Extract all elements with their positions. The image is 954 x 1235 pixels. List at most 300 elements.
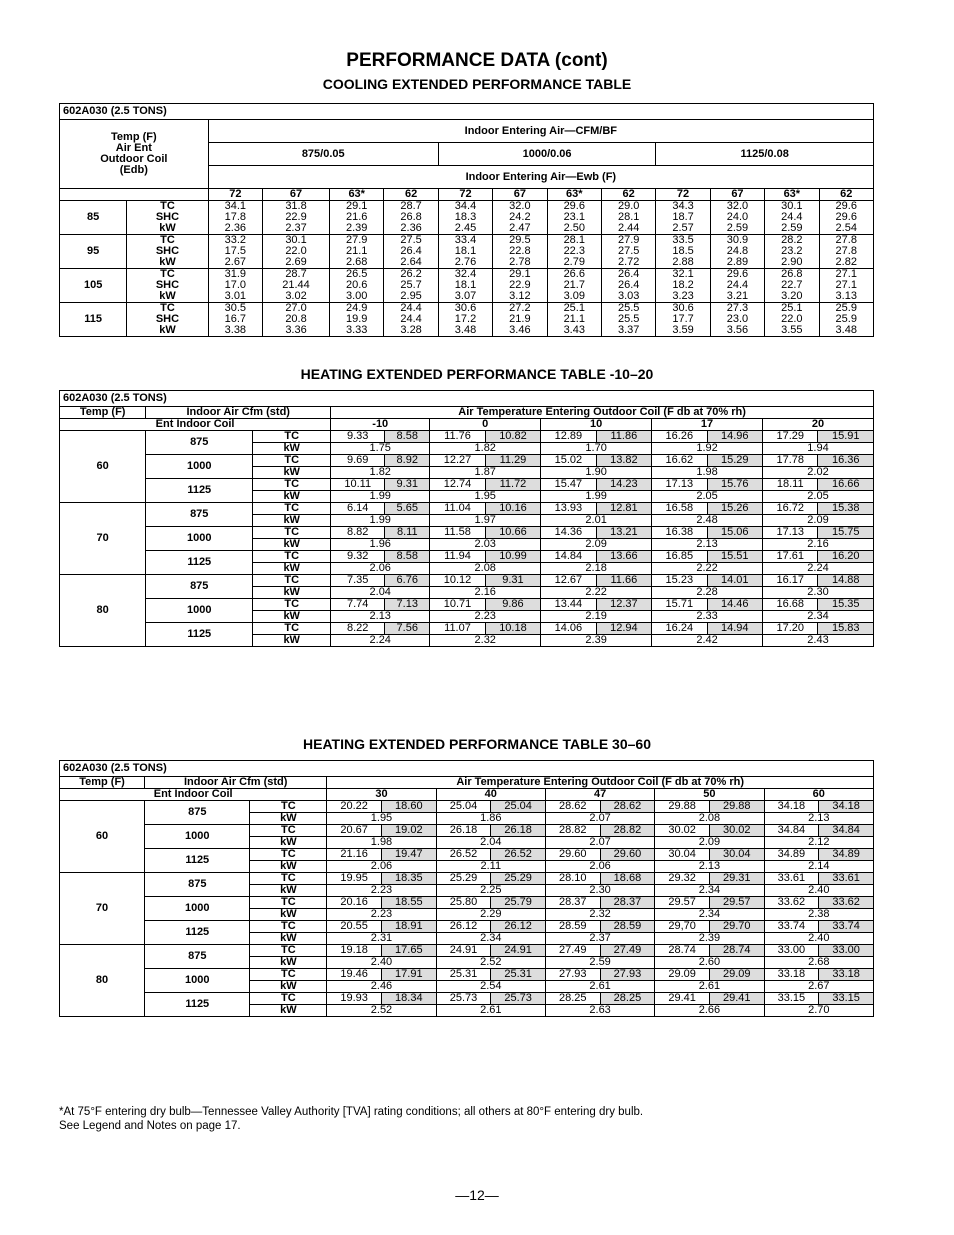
kw-cell: 1.82 [430,443,541,455]
tc-cell: 30.04 [709,849,764,861]
kw-cell: 1.95 [430,491,541,503]
tc-cell: 26.18 [436,825,491,837]
kw-cell: 2.38 [764,909,873,921]
row-cfm: 875 [145,801,250,825]
tc-cell: 11.04 [430,503,485,515]
tc-cell: 33.62 [819,897,874,909]
tc-cell: 25.29 [436,873,491,885]
table-cell: 26.2 25.7 2.95 [384,269,438,303]
cfm-header: Indoor Air Cfm (std) [145,777,327,789]
tc-cell: 16.38 [652,527,707,539]
kw-cell: 2.09 [763,515,874,527]
tc-cell: 13.93 [541,503,596,515]
tc-cell: 29.70 [709,921,764,933]
tc-label: TC [250,801,327,813]
tc-cell: 12.37 [596,599,651,611]
kw-cell: 2.68 [764,957,873,969]
tc-cell: 26.18 [491,825,546,837]
tc-cell: 18.11 [763,479,818,491]
tc-label: TC [253,479,331,491]
kw-cell: 2.14 [764,861,873,873]
tc-cell: 34.18 [764,801,819,813]
tc-cell: 16.68 [763,599,818,611]
table-row [60,993,874,1005]
kw-label: kW [250,1005,327,1017]
tc-cell: 7.74 [331,599,385,611]
tc-cell: 30.02 [709,825,764,837]
tc-cell: 33.15 [819,993,874,1005]
tc-cell: 12.89 [541,431,596,443]
tc-cell: 12.27 [430,455,485,467]
row-cfm: 1125 [146,623,253,647]
table-cell: 27.9 21.1 2.68 [330,235,384,269]
table-cell: 31.8 22.9 2.37 [263,201,330,235]
table-cell: 31.9 17.0 3.01 [208,269,262,303]
kw-cell: 2.18 [541,563,652,575]
tc-cell: 20.22 [327,801,382,813]
tc-cell: 28.62 [545,801,600,813]
row-cfm: 1000 [146,599,253,623]
row-temp: 85 [60,201,127,235]
temp-header: Temp (F) Air Ent Outdoor Coil (Edb) [60,120,209,189]
kw-label: kW [250,933,327,945]
tc-cell: 15.71 [652,599,707,611]
tc-cell: 15.23 [652,575,707,587]
kw-cell: 2.52 [436,957,545,969]
tc-cell: 19.02 [381,825,436,837]
kw-label: kW [250,813,327,825]
tc-cell: 18.55 [381,897,436,909]
tc-cell: 29.60 [600,849,655,861]
tc-cell: 33.61 [764,873,819,885]
tc-cell: 10.11 [331,479,385,491]
table-row [60,235,874,269]
kw-label: kW [253,491,331,503]
tc-cell: 15.35 [818,599,874,611]
table-cell: 32.0 24.0 2.59 [710,201,764,235]
tc-cell: 15.02 [541,455,596,467]
kw-cell: 1.99 [331,515,430,527]
footnote-tva: *At 75°F entering dry bulb—Tennessee Valley Authority [TVA] rating conditions; all others at 80°F entering dry bulb. [59,1106,644,1118]
table-row [60,575,874,587]
tc-cell: 34.89 [764,849,819,861]
col-temp-header: 40 [436,789,545,801]
table-cell: 33.2 17.5 2.67 [208,235,262,269]
kw-cell: 2.23 [327,909,436,921]
tc-label: TC [250,969,327,981]
table-cell: 28.2 23.2 2.90 [765,235,819,269]
kw-cell: 1.99 [331,491,430,503]
tc-cell: 17.91 [381,969,436,981]
tc-cell: 6.14 [331,503,385,515]
table-cell: 27.1 27.1 3.13 [819,269,873,303]
kw-cell: 2.32 [545,909,654,921]
tc-cell: 33.15 [764,993,819,1005]
tc-cell: 28.82 [600,825,655,837]
row-temp: 60 [60,801,145,873]
kw-cell: 2.06 [545,861,654,873]
tc-cell: 14.06 [541,623,596,635]
kw-cell: 2.34 [763,611,874,623]
kw-cell: 2.40 [764,885,873,897]
kw-cell: 2.70 [764,1005,873,1017]
tc-cell: 28.37 [600,897,655,909]
tc-cell: 15.26 [707,503,762,515]
kw-cell: 2.08 [655,813,764,825]
row-temp: 70 [60,503,146,575]
tc-cell: 28.59 [600,921,655,933]
tc-cell: 28.10 [545,873,600,885]
tc-cell: 24.91 [436,945,491,957]
kw-cell: 2.01 [541,515,652,527]
kw-cell: 2.06 [331,563,430,575]
tc-label: TC [250,993,327,1005]
kw-label: kW [253,467,331,479]
kw-cell: 1.98 [327,837,436,849]
tc-cell: 25.79 [491,897,546,909]
table-cell: 33.5 18.5 2.88 [656,235,710,269]
tc-label: TC [253,527,331,539]
tc-cell: 9.69 [331,455,385,467]
table-cell: 24.4 24.4 3.28 [384,303,438,337]
row-cfm: 1000 [145,969,250,993]
kw-cell: 2.33 [652,611,763,623]
table-row [60,921,874,933]
kw-cell: 2.12 [764,837,873,849]
page-title: PERFORMANCE DATA (cont) [346,50,608,71]
tc-cell: 28.25 [545,993,600,1005]
table-cell: 26.5 20.6 3.00 [330,269,384,303]
col-temp-header: 0 [430,419,541,431]
ewb-col-header: 62 [819,189,873,201]
table-row [60,303,874,337]
ewb-col-header: 72 [438,189,492,201]
tc-cell: 16.26 [652,431,707,443]
kw-cell: 2.28 [652,587,763,599]
ewb-col-header: 72 [208,189,262,201]
row-cfm: 1125 [145,921,250,945]
kw-cell: 2.13 [764,813,873,825]
tc-cell: 18.35 [381,873,436,885]
table-cell: 26.4 26.4 3.03 [601,269,655,303]
table-cell: 28.1 22.3 2.79 [547,235,601,269]
kw-label: kW [253,443,331,455]
table-row [60,873,874,885]
kw-cell: 2.66 [655,1005,764,1017]
table-cell: 30.5 16.7 3.38 [208,303,262,337]
tc-cell: 14.01 [707,575,762,587]
kw-label: kW [253,515,331,527]
temp-header: Temp (F) [60,777,145,789]
tc-cell: 8.82 [331,527,385,539]
table-cell: 30.1 22.0 2.69 [263,235,330,269]
tc-label: TC [250,921,327,933]
row-temp: 95 [60,235,127,269]
ewb-col-header: 67 [710,189,764,201]
tc-cell: 33.62 [764,897,819,909]
tc-cell: 12.94 [596,623,651,635]
tc-cell: 8.11 [385,527,430,539]
tc-label: TC [250,825,327,837]
row-metric-labels: TC SHC kW [127,303,208,337]
row-metric-labels: TC SHC kW [127,201,208,235]
tc-cell: 29.09 [655,969,710,981]
ewb-col-header: 62 [601,189,655,201]
tc-cell: 21.16 [327,849,382,861]
tc-cell: 33.18 [819,969,874,981]
kw-cell: 2.04 [436,837,545,849]
row-temp: 60 [60,431,146,503]
row-temp: 105 [60,269,127,303]
tc-cell: 25.73 [436,993,491,1005]
tc-cell: 28.59 [545,921,600,933]
tc-cell: 18.60 [381,801,436,813]
tc-cell: 19.46 [327,969,382,981]
tc-cell: 17.13 [763,527,818,539]
tc-cell: 25.29 [491,873,546,885]
kw-cell: 2.23 [327,885,436,897]
tc-cell: 29.09 [709,969,764,981]
tc-cell: 16.24 [652,623,707,635]
tc-label: TC [253,431,331,443]
tc-cell: 18.68 [600,873,655,885]
table-cell: 26.8 22.7 3.20 [765,269,819,303]
table-cell: 29.6 29.6 2.54 [819,201,873,235]
kw-cell: 2.19 [541,611,652,623]
tc-cell: 29.41 [655,993,710,1005]
col-temp-header: 47 [545,789,654,801]
kw-label: kW [253,563,331,575]
kw-cell: 2.37 [545,933,654,945]
kw-label: kW [250,909,327,921]
kw-cell: 2.24 [331,635,430,647]
tc-cell: 15.51 [707,551,762,563]
kw-cell: 2.29 [436,909,545,921]
table-row [60,479,874,491]
kw-cell: 1.97 [430,515,541,527]
ewb-col-header: 67 [493,189,547,201]
tc-cell: 26.52 [491,849,546,861]
heating-table-2-title: HEATING EXTENDED PERFORMANCE TABLE 30–60 [303,736,651,752]
tc-cell: 30.02 [655,825,710,837]
kw-label: kW [250,957,327,969]
tc-cell: 29.88 [655,801,710,813]
table-cell: 29.1 21.6 2.39 [330,201,384,235]
table-cell: 32.1 18.2 3.23 [656,269,710,303]
tc-cell: 17.29 [763,431,818,443]
kw-cell: 2.05 [652,491,763,503]
kw-cell: 2.06 [327,861,436,873]
tc-cell: 27.93 [545,969,600,981]
kw-cell: 2.39 [541,635,652,647]
tc-cell: 16.66 [818,479,874,491]
kw-cell: 2.03 [430,539,541,551]
col-temp-header: -10 [331,419,430,431]
row-cfm: 1125 [146,551,253,575]
kw-cell: 2.22 [652,563,763,575]
tc-cell: 28.37 [545,897,600,909]
row-cfm: 875 [145,945,250,969]
tc-cell: 14.46 [707,599,762,611]
tc-cell: 16.36 [818,455,874,467]
table-cell: 29.6 23.1 2.50 [547,201,601,235]
tc-cell: 15.76 [707,479,762,491]
ent-coil-header: Ent Indoor Coil [60,789,327,801]
table-row [60,825,874,837]
kw-cell: 1.86 [436,813,545,825]
kw-cell: 1.94 [763,443,874,455]
tc-cell: 28.74 [655,945,710,957]
tc-cell: 20.16 [327,897,382,909]
table-cell: 27.5 26.4 2.64 [384,235,438,269]
tc-cell: 13.21 [596,527,651,539]
cfm-header: Indoor Air Cfm (std) [146,407,331,419]
tc-cell: 18.34 [381,993,436,1005]
row-cfm: 875 [145,873,250,897]
table-row [60,431,874,443]
kw-cell: 2.08 [430,563,541,575]
kw-cell: 1.98 [652,467,763,479]
table-row [60,801,874,813]
ent-coil-header: Ent Indoor Coil [60,419,331,431]
tc-label: TC [250,873,327,885]
ewb-col-header: 67 [263,189,330,201]
table-row [60,897,874,909]
table-cell: 29.6 24.4 3.21 [710,269,764,303]
tc-cell: 29.57 [709,897,764,909]
table-cell: 27.8 27.8 2.82 [819,235,873,269]
kw-cell: 2.09 [541,539,652,551]
kw-cell: 2.34 [655,885,764,897]
ewb-col-header: 63* [547,189,601,201]
col-temp-header: 20 [763,419,874,431]
kw-cell: 2.42 [652,635,763,647]
tc-cell: 14.88 [818,575,874,587]
temp-header: Temp (F) [60,407,146,419]
table-cell: 25.1 21.1 3.43 [547,303,601,337]
table-row [60,849,874,861]
kw-cell: 2.22 [541,587,652,599]
kw-cell: 2.11 [436,861,545,873]
kw-label: kW [253,611,331,623]
tc-label: TC [253,599,331,611]
tc-cell: 14.84 [541,551,596,563]
table-cell: 26.6 21.7 3.09 [547,269,601,303]
tc-cell: 34.84 [764,825,819,837]
tc-cell: 12.67 [541,575,596,587]
ewb-col-header: 72 [656,189,710,201]
table-row [60,623,874,635]
table-row [60,945,874,957]
tc-cell: 17.13 [652,479,707,491]
tc-label: TC [253,623,331,635]
table-row [60,969,874,981]
cooling-table-title: COOLING EXTENDED PERFORMANCE TABLE [322,76,632,92]
kw-cell: 2.02 [763,467,874,479]
row-cfm: 1125 [145,993,250,1017]
tc-cell: 11.94 [430,551,485,563]
kw-cell: 1.99 [541,491,652,503]
tc-cell: 13.82 [596,455,651,467]
tc-cell: 5.65 [385,503,430,515]
kw-cell: 2.52 [327,1005,436,1017]
tc-cell: 11.72 [485,479,540,491]
tc-cell: 34.18 [819,801,874,813]
table-row [60,503,874,515]
tc-cell: 11.07 [430,623,485,635]
tc-cell: 33.61 [819,873,874,885]
kw-cell: 2.05 [763,491,874,503]
cfm-group-header: 1000/0.06 [438,143,656,166]
tc-cell: 15.83 [818,623,874,635]
tc-cell: 25.04 [436,801,491,813]
air-temp-header: Air Temperature Entering Outdoor Coil (F db at 70% rh) [331,407,874,419]
tc-cell: 33.18 [764,969,819,981]
row-temp: 80 [60,575,146,647]
tc-label: TC [250,897,327,909]
tc-cell: 6.76 [385,575,430,587]
row-temp: 80 [60,945,145,1017]
table-model-caption: 602A030 (2.5 TONS) [60,104,874,120]
tc-cell: 19.93 [327,993,382,1005]
row-cfm: 1000 [146,527,253,551]
kw-cell: 2.24 [763,563,874,575]
table-cell: 27.0 20.8 3.36 [263,303,330,337]
table-cell: 25.5 25.5 3.37 [601,303,655,337]
table-cell: 33.4 18.1 2.76 [438,235,492,269]
tc-cell: 30.04 [655,849,710,861]
footnote [59,1105,643,1133]
table-cell: 30.6 17.2 3.48 [438,303,492,337]
row-temp: 70 [60,873,145,945]
kw-cell: 2.13 [652,539,763,551]
tc-cell: 10.16 [485,503,540,515]
kw-cell: 1.96 [331,539,430,551]
tc-cell: 25.31 [491,969,546,981]
table-cell: 32.0 24.2 2.47 [493,201,547,235]
kw-cell: 2.39 [655,933,764,945]
tc-cell: 29.60 [545,849,600,861]
kw-cell: 1.95 [327,813,436,825]
kw-cell: 2.61 [655,981,764,993]
col-temp-header: 50 [655,789,764,801]
col-temp-header: 60 [764,789,873,801]
tc-cell: 26.12 [436,921,491,933]
tc-cell: 26.52 [436,849,491,861]
tc-cell: 17.78 [763,455,818,467]
table-row [60,527,874,539]
tc-cell: 10.71 [430,599,485,611]
table-cell: 29.5 22.8 2.78 [493,235,547,269]
tc-cell: 14.23 [596,479,651,491]
kw-cell: 2.23 [430,611,541,623]
tc-cell: 27.49 [600,945,655,957]
kw-cell: 2.32 [430,635,541,647]
kw-cell: 1.92 [652,443,763,455]
tc-cell: 7.35 [331,575,385,587]
row-metric-labels: TC SHC kW [127,235,208,269]
tc-cell: 11.76 [430,431,485,443]
tc-cell: 28.25 [600,993,655,1005]
table-cell: 29.1 22.9 3.12 [493,269,547,303]
heating-table-2 [59,760,874,1017]
tc-cell: 17.20 [763,623,818,635]
tc-cell: 8.92 [385,455,430,467]
row-cfm: 1000 [145,897,250,921]
tc-cell: 29.32 [655,873,710,885]
heating-table-1-title: HEATING EXTENDED PERFORMANCE TABLE -10–20 [300,366,654,382]
tc-cell: 10.82 [485,431,540,443]
